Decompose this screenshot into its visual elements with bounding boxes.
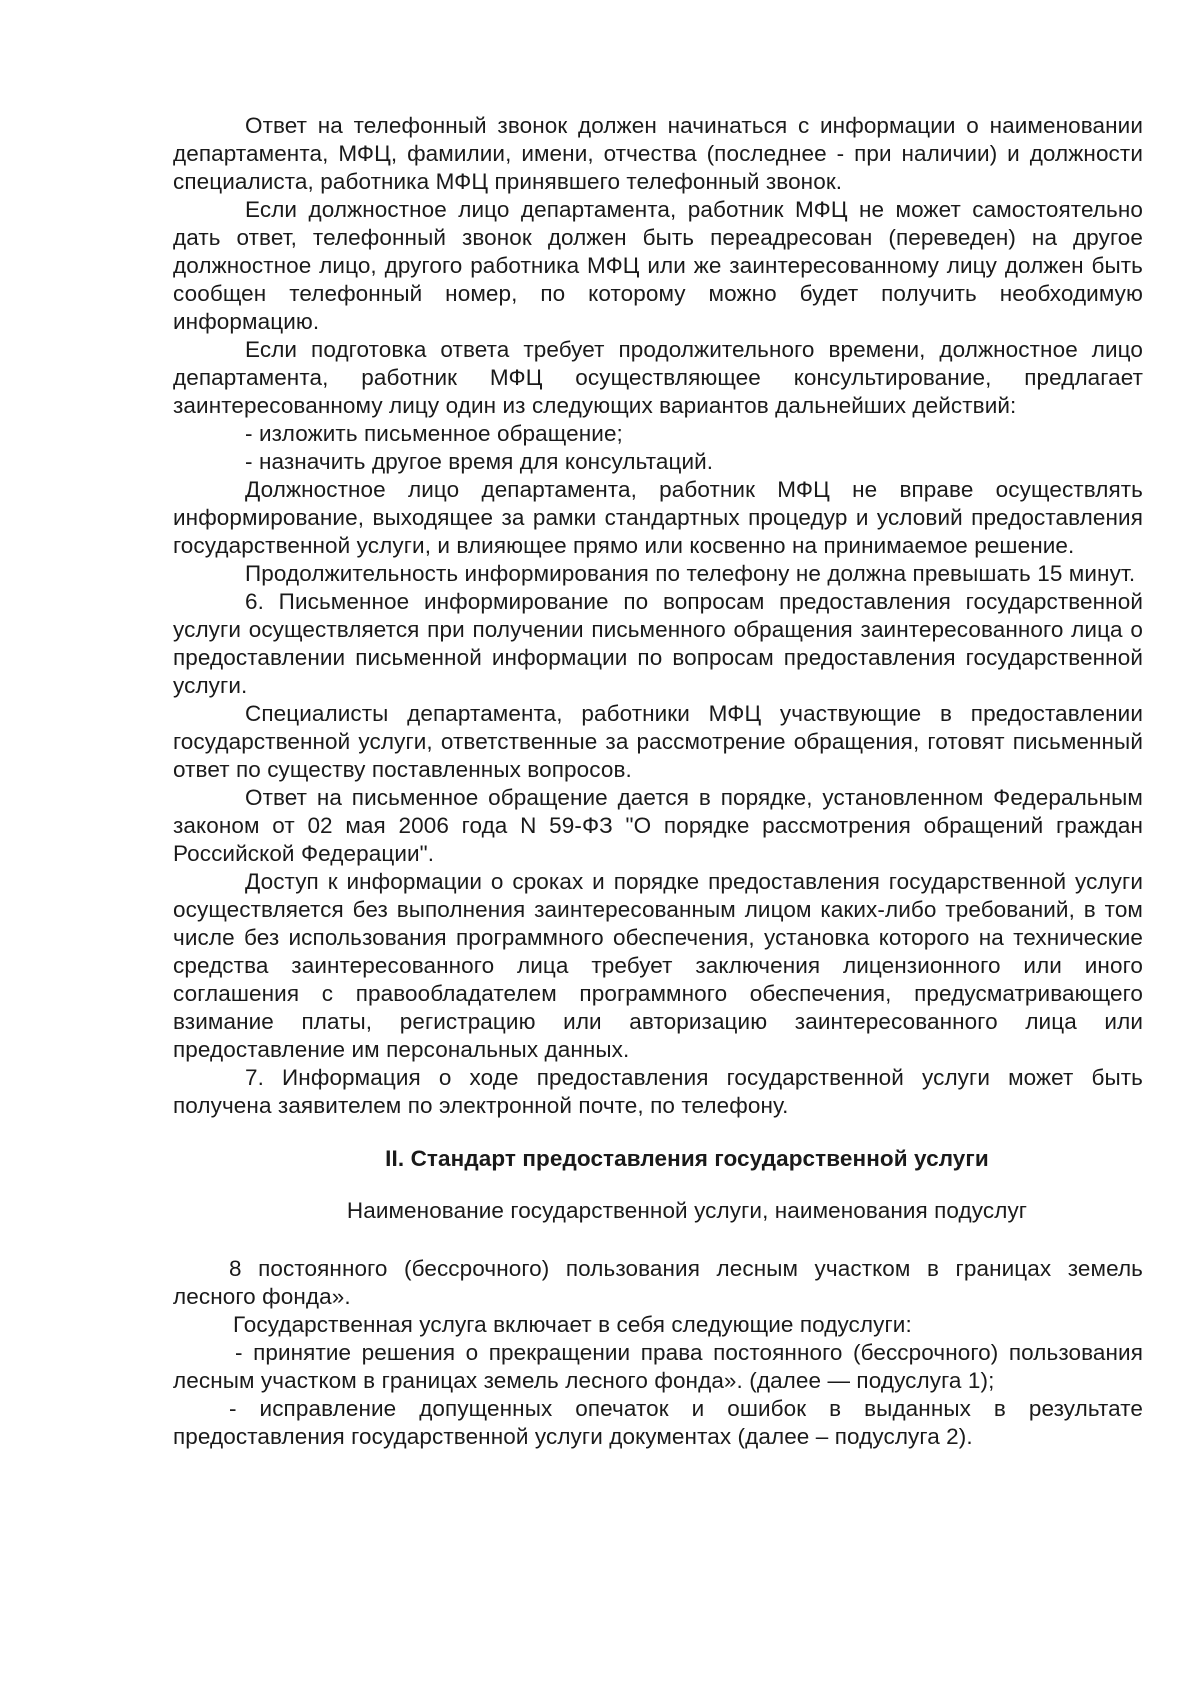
paragraph-written-informing: 6. Письменное информирование по вопросам предоставления государственной услуги осуществляется при получении письменного обращения заинтересованного лица о предоставлении письменной информации по вопросам предоставления государственной услуги. [173,589,1143,698]
paragraph-phone-answer: Ответ на телефонный звонок должен начинаться с информации о наименовании департамента, МФЦ, фамилии, имени, отчества (последнее - при наличии) и должности специалиста, работника МФЦ принявшего телефонный звонок. [173,113,1143,194]
paragraph-progress-info: 7. Информация о ходе предоставления государственной услуги может быть получена заявителем по электронной почте, по телефону. [173,1065,1143,1118]
list-item-written-request: - изложить письменное обращение; [245,421,623,446]
list-item-subservice-1: - принятие решения о прекращении права постоянного (бессрочного) пользования лесным участком в границах земель лесного фонда». (далее — подуслуга 1); [173,1340,1143,1393]
list-item-subservice-2: - исправление допущенных опечаток и ошибок в выданных в результате предоставления государственной услуги документах (далее – подуслуга 2). [173,1396,1143,1449]
paragraph-service-name: 8 постоянного (бессрочного) пользования лесным участком в границах земель лесного фонда». [173,1256,1143,1309]
paragraph-duration: Продолжительность информирования по телефону не должна превышать 15 минут. [245,561,1136,586]
document-page [173,112,1143,1451]
paragraph-answer-order: Ответ на письменное обращение дается в порядке, установленном Федеральным законом от 02 мая 2006 года N 59-ФЗ "О порядке рассмотрения обращений граждан Российской Федерации". [173,785,1143,866]
paragraph-long-preparation: Если подготовка ответа требует продолжительного времени, должностное лицо департамента, работник МФЦ осуществляющее консультирование, предлагает заинтересованному лицу один из следующих вариантов дальнейших действий: [173,337,1143,418]
subsection-heading: Наименование государственной услуги, наименования подуслуг [346,1198,1028,1223]
paragraph-access-info: Доступ к информации о сроках и порядке предоставления государственной услуги осуществляется без выполнения заинтересованным лицом каких-либо требований, в том числе без использования программного обеспечения, установка которого на технические средства заинтересованного лица требует заключения лицензионного или иного соглашения с правообладателем программного обеспечения, предусматривающего взимание платы, регистрацию или авторизацию заинтересованного лица или предоставление им персональных данных. [173,869,1143,1062]
paragraph-redirect-call: Если должностное лицо департамента, работник МФЦ не может самостоятельно дать ответ, телефонный звонок должен быть переадресован (переведен) на другое должностное лицо, другого работника МФЦ или же заинтересованному лицу должен быть сообщен телефонный номер, по которому можно будет получить необходимую информацию. [173,197,1143,334]
paragraph-subservices-intro: Государственная услуга включает в себя следующие подуслуги: [233,1312,912,1337]
list-item-other-time: - назначить другое время для консультаций. [245,449,714,474]
section-heading: II. Стандарт предоставления государственной услуги [385,1146,989,1171]
paragraph-not-entitled: Должностное лицо департамента, работник МФЦ не вправе осуществлять информирование, выходящее за рамки стандартных процедур и условий предоставления государственной услуги, и влияющее прямо или косвенно на принимаемое решение. [173,477,1143,558]
paragraph-specialists: Специалисты департамента, работники МФЦ участвующие в предоставлении государственной услуги, ответственные за рассмотрение обращения, готовят письменный ответ по существу поставленных вопросов. [173,701,1143,782]
